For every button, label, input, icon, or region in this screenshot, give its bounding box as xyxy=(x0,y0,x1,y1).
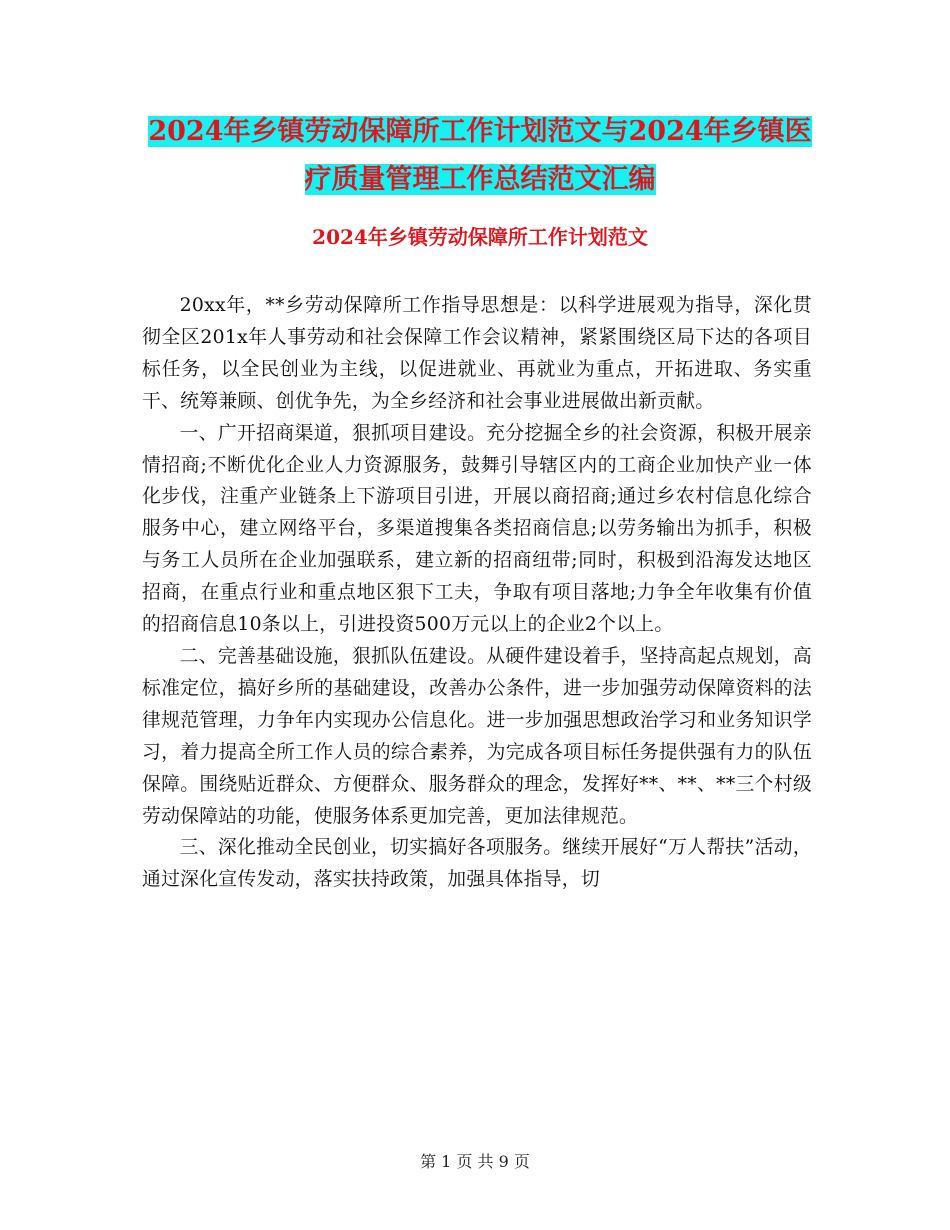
document-body xyxy=(142,290,812,896)
document-title-line-2: 疗质量管理工作总结范文汇编 xyxy=(304,164,656,195)
document-title-line-1: 2024年乡镇劳动保障所工作计划范文与2024年乡镇医 xyxy=(148,116,812,147)
document-title xyxy=(140,108,820,204)
paragraph-3: 三、深化推动全民创业，切实搞好各项服务。继续开展好“万人帮扶”活动，通过深化宣传发动，落实扶持政策，加强具体指导，切 xyxy=(142,837,812,891)
paragraph-2: 二、完善基础设施，狠抓队伍建设。从硬件建设着手，坚持高起点规划，高标准定位，搞好乡所的基础建设，改善办公条件，进一步加强劳动保障资料的法律规范管理，力争年内实现办公信息化。进一步加强思想政治学习和业务知识学习，着力提高全所工作人员的综合素养，为完成各项目标任务提供强有力的队伍保障。围绕贴近群众、方便群众、服务群众的理念，发挥好**、**、**三个村级劳动保障站的功能，使服务体系更加完善，更加法律规范。 xyxy=(142,645,812,827)
page-footer: 第 1 页 共 9 页 xyxy=(420,1152,530,1171)
paragraph-1: 一、广开招商渠道，狠抓项目建设。充分挖掘全乡的社会资源，积极开展亲情招商;不断优化企业人力资源服务，鼓舞引导辖区内的工商企业加快产业一体化步伐，注重产业链条上下游项目引进，开展以商招商;通过乡农村信息化综合服务中心，建立网络平台，多渠道搜集各类招商信息;以劳务输出为抓手，积极与务工人员所在企业加强联系，建立新的招商纽带;同时，积极到沿海发达地区招商，在重点行业和重点地区狠下工夫，争取有项目落地;力争全年收集有价值的招商信息10条以上，引进投资500万元以上的企业2个以上。 xyxy=(142,422,812,636)
section-title: 2024年乡镇劳动保障所工作计划范文 xyxy=(312,225,648,249)
paragraph-intro: 20xx年，**乡劳动保障所工作指导思想是：以科学进展观为指导，深化贯彻全区201x年人事劳动和社会保障工作会议精神，紧紧围绕区局下达的各项目标任务，以全民创业为主线，以促进就业、再就业为重点，开拓进取、务实重干、统筹兼顾、创优争先，为全乡经济和社会事业进展做出新贡献。 xyxy=(142,295,812,412)
